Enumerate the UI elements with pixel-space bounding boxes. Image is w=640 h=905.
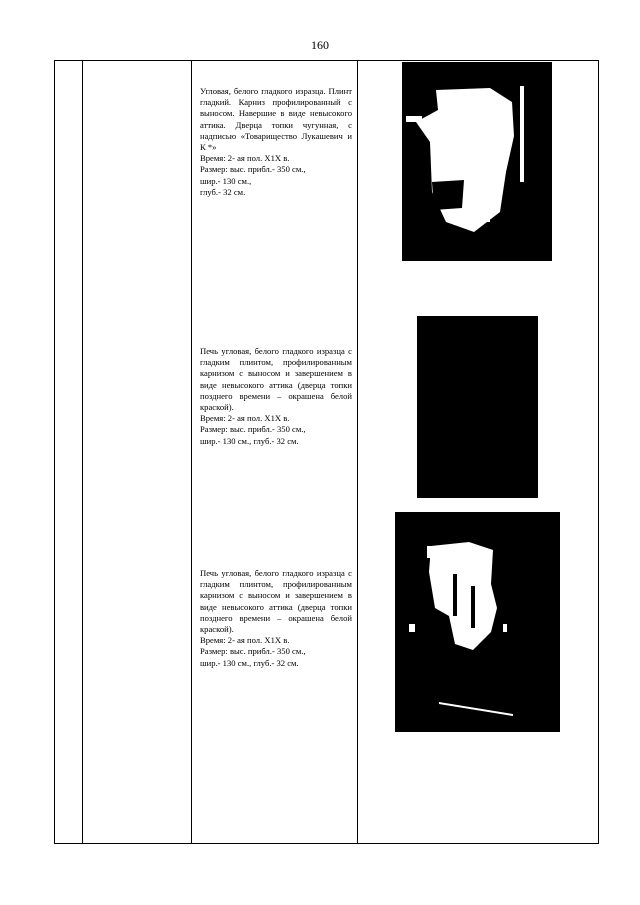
page-number: 160 (311, 38, 329, 52)
entry-text: Печь угловая, белого гладкого изразца с гладким плинтом, профилированным карнизом с выносом и завершением в виде невысокого аттика (дверца топки позднего времени – окрашена белой краской). (200, 346, 352, 413)
entry-size: Размер: выс. прибл.- 350 см., (200, 424, 306, 435)
entry-description (200, 86, 352, 198)
entry-description (200, 568, 352, 669)
column-divider (191, 61, 192, 843)
entry-size: Размер: выс. прибл.- 350 см., (200, 164, 306, 175)
stove-photo (402, 62, 552, 261)
entry-time: Время: 2- ая пол. Х1Х в. (200, 635, 290, 646)
entry-time: Время: 2- ая пол. Х1Х в. (200, 153, 290, 164)
stove-photo (395, 512, 560, 732)
entry-text: Угловая, белого гладкого изразца. Плинт гладкий. Карниз профилированный с выносом. Навершие в виде невысокого аттика. Дверца топки чугунная, с надписью «Товарищество Лукашевич и К *» (200, 86, 352, 153)
entry-size: шир.- 130 см., глуб.- 32 см. (200, 435, 299, 446)
column-divider (82, 61, 83, 843)
entry-time: Время: 2- ая пол. Х1Х в. (200, 413, 290, 424)
column-divider (357, 61, 358, 843)
entry-size: глуб.- 32 см. (200, 186, 246, 197)
entry-size: шир.- 130 см., глуб.- 32 см. (200, 657, 299, 668)
stove-photo (417, 316, 538, 498)
entry-description (200, 346, 352, 447)
photo-image (395, 512, 560, 732)
entry-size: Размер: выс. прибл.- 350 см., (200, 646, 306, 657)
photo-image (402, 62, 552, 261)
entry-size: шир.- 130 см., (200, 175, 252, 186)
photo-image (417, 316, 538, 498)
entry-text: Печь угловая, белого гладкого изразца с гладким плинтом, профилированным карнизом с выносом и завершением в виде невысокого аттика (дверца топки позднего времени – окрашена белой краской). (200, 568, 352, 635)
